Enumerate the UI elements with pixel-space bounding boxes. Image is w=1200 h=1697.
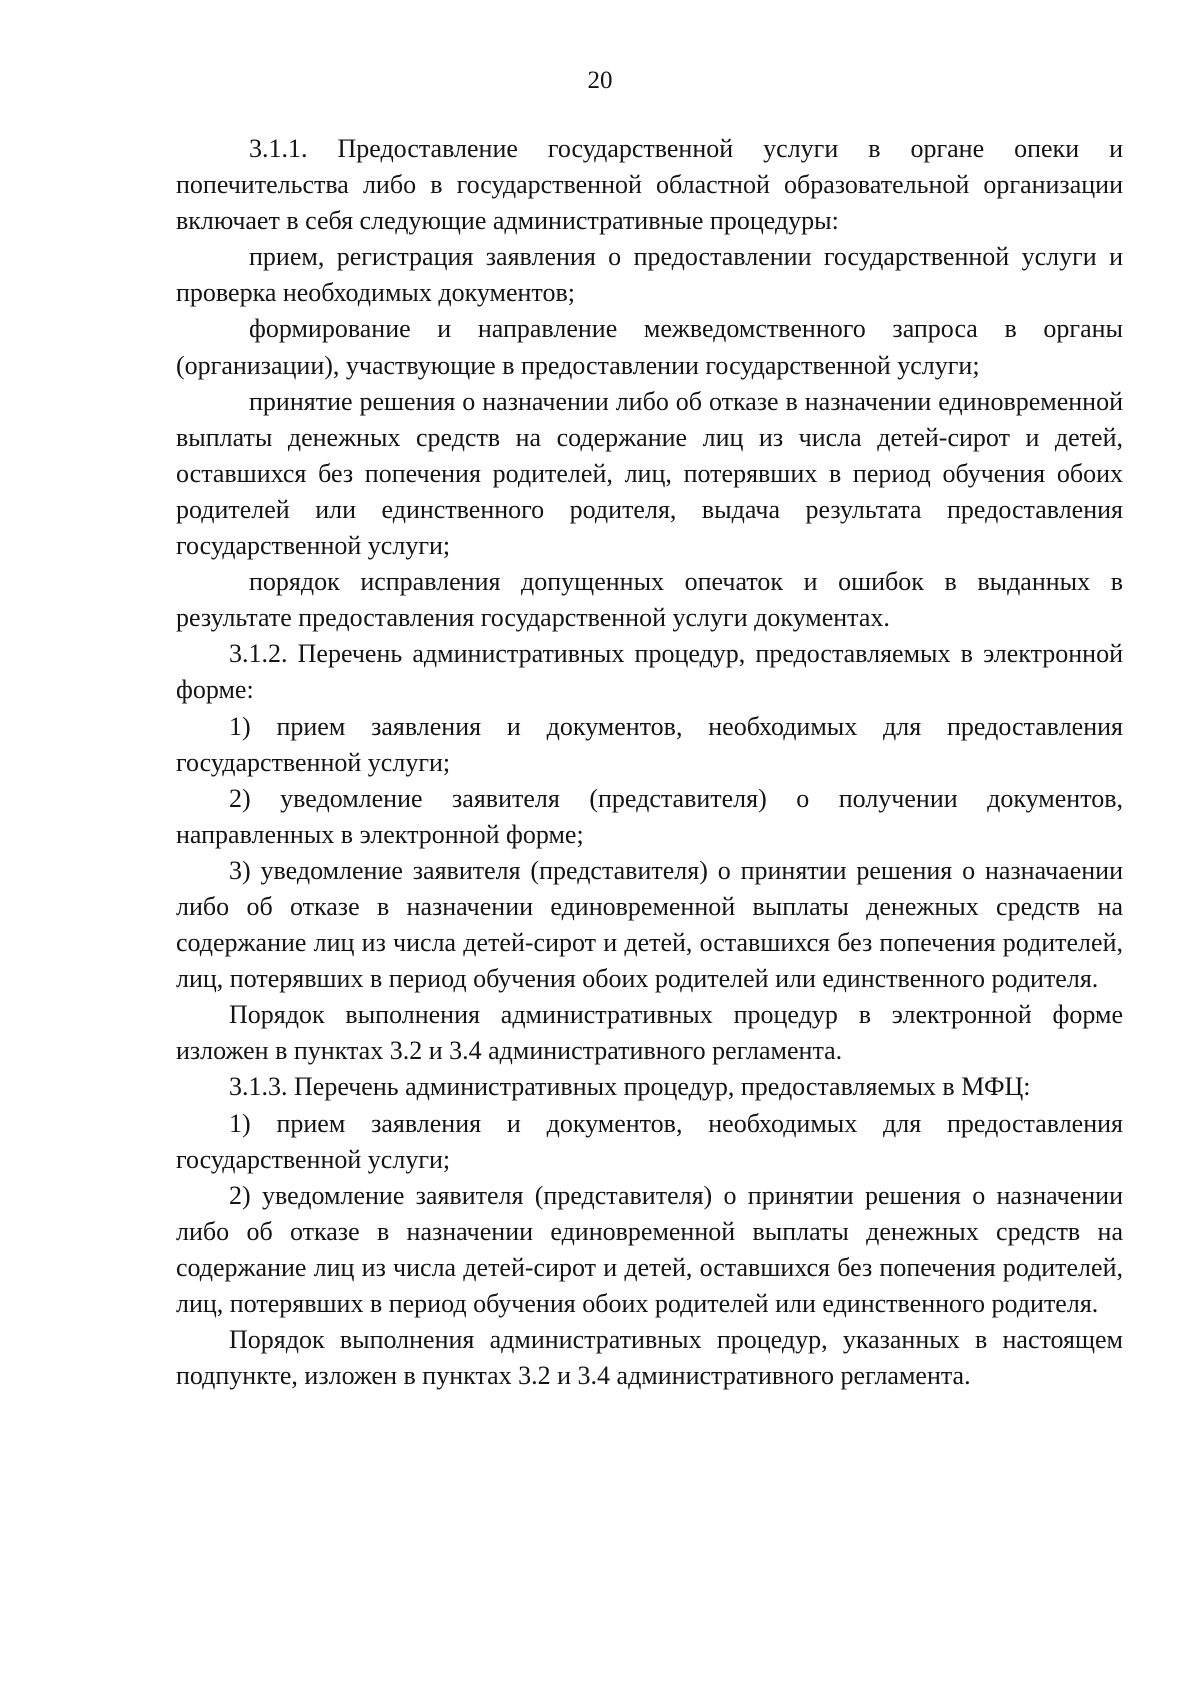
electronic-item-1: 1) прием заявления и документов, необходимых для предоставления государственной услуги; [176, 711, 1123, 777]
procedure-item-interagency-request: формирование и направление межведомственного запроса в органы (организации), участвующие в предоставлении государственной услуги; [176, 314, 1123, 380]
document-body [176, 131, 1123, 1394]
electronic-item-3: 3) уведомление заявителя (представителя) о принятии решения о назначаении либо об отказе в назначении единовременной выплаты денежных средств на содержание лиц из числа детей-сирот и детей, оставшихся без попечения родителей, лиц, потерявших в период обучения обоих родителей или единственного родителя. [176, 855, 1123, 994]
page-number: 20 [587, 67, 613, 94]
electronic-procedure-note: Порядок выполнения административных процедур в электронной форме изложен в пунктах 3.2 и 3.4 административного регламента. [176, 1000, 1123, 1066]
procedure-item-decision: принятие решения о назначении либо об отказе в назначении единовременной выплаты денежных средств на содержание лиц из числа детей-сирот и детей, оставшихся без попечения родителей, лиц, потерявших в период обучения обоих родителей или единственного родителя, выдача результата предоставления государственной услуги; [176, 386, 1123, 561]
paragraph-3-1-1: 3.1.1. Предоставление государственной услуги в органе опеки и попечительства либо в государственной областной образовательной организации включает в себя следующие административные процедуры: [176, 134, 1123, 236]
procedure-item-error-correction: порядок исправления допущенных опечаток и ошибок в выданных в результате предоставления государственной услуги документах. [176, 567, 1123, 633]
mfc-procedure-note: Порядок выполнения административных процедур, указанных в настоящем подпункте, изложен в пунктах 3.2 и 3.4 административного регламента. [176, 1325, 1123, 1391]
mfc-item-2: 2) уведомление заявителя (представителя) о принятии решения о назначении либо об отказе в назначении единовременной выплаты денежных средств на содержание лиц из числа детей-сирот и детей, оставшихся без попечения родителей, лиц, потерявших в период обучения обоих родителей или единственного родителя. [176, 1180, 1123, 1318]
mfc-item-1: 1) прием заявления и документов, необходимых для предоставления государственной услуги; [176, 1108, 1123, 1174]
electronic-item-2: 2) уведомление заявителя (представителя) о получении документов, направленных в электронной форме; [176, 783, 1123, 849]
paragraph-3-1-2: 3.1.2. Перечень административных процедур, предоставляемых в электронной форме: [176, 639, 1123, 705]
paragraph-3-1-3: 3.1.3. Перечень административных процедур, предоставляемых в МФЦ: [229, 1072, 1031, 1102]
procedure-item-reception: прием, регистрация заявления о предоставлении государственной услуги и проверка необходимых документов; [176, 242, 1123, 308]
